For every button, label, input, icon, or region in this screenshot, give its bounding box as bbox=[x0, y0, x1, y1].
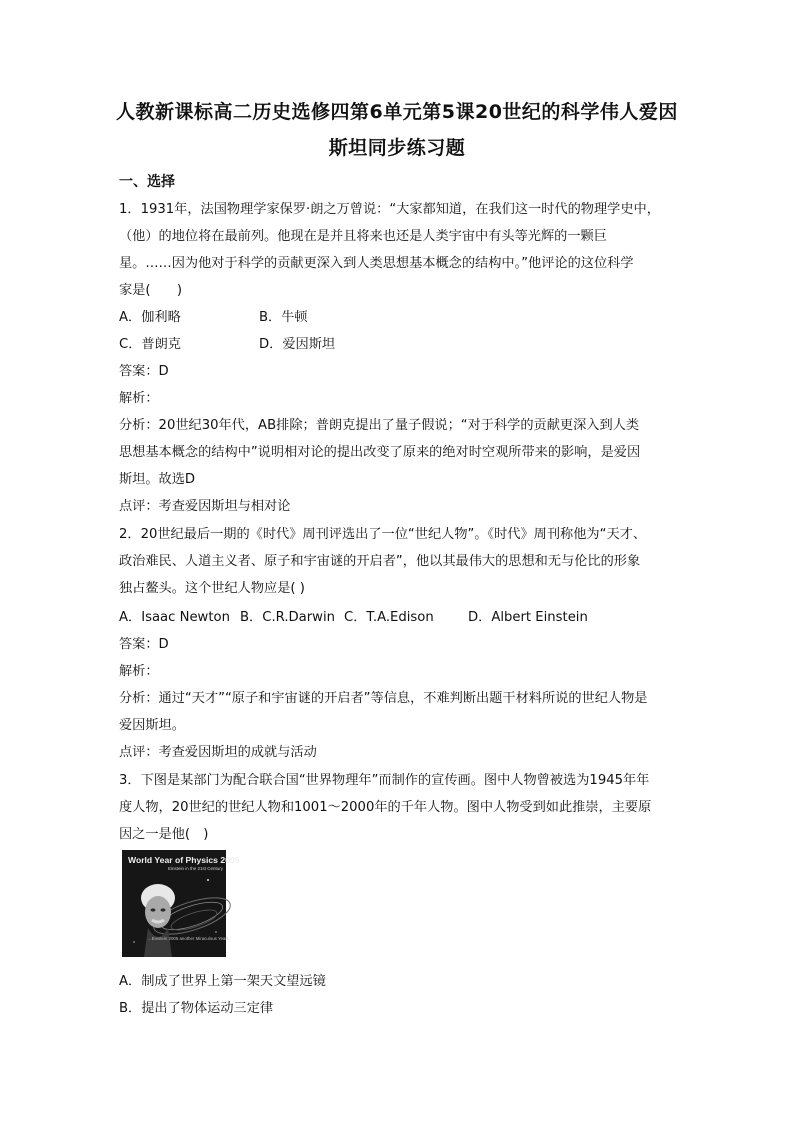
q3-line-1: 3．下图是某部门为配合联合国“世界物理年”而制作的宣传画。图中人物曾被选为1945年年 bbox=[119, 773, 650, 788]
q1-analysis-line-1: 分析：20世纪30年代，AB排除；普朗克提出了量子假说；“对于科学的贡献更深入到人类 bbox=[119, 418, 640, 433]
q2-option-c: C．T.A.Edison bbox=[344, 610, 434, 625]
q2-option-a: A．Isaac Newton bbox=[119, 610, 230, 625]
q1-option-c: C．普朗克 bbox=[119, 337, 181, 352]
q3-option-b: B．提出了物体运动三定律 bbox=[119, 1001, 274, 1016]
q2-analysis-label: 解析： bbox=[119, 664, 159, 679]
q2-line-3: 独占鳌头。这个世纪人物应是( ) bbox=[119, 581, 305, 596]
q1-answer: 答案：D bbox=[119, 364, 169, 379]
q1-comment: 点评：考查爱因斯坦与相对论 bbox=[119, 499, 291, 514]
poster-title: World Year of Physics 2005 bbox=[128, 855, 240, 865]
doc-title-line1: 人教新课标高二历史选修四第6单元第5课20世纪的科学伟人爱因 bbox=[116, 101, 678, 123]
q1-line-2: （他）的地位将在最前列。他现在是并且将来也还是人类宇宙中有头等光辉的一颗巨 bbox=[119, 229, 607, 244]
q3-line-3: 因之一是他( ) bbox=[119, 827, 209, 842]
q1-option-a: A．伽利略 bbox=[119, 310, 181, 325]
poster-bottom-text: ...Einstein 2005 another Miraculous Year! bbox=[148, 936, 229, 941]
q1-option-d: D．爱因斯坦 bbox=[259, 337, 336, 352]
q1-analysis-line-3: 斯坦。故选D bbox=[119, 472, 196, 487]
q2-analysis-line-1: 分析：通过“天才”“原子和宇宙谜的开启者”等信息，不难判断出题干材料所说的世纪人物是 bbox=[119, 691, 648, 706]
q1-analysis-line-2: 思想基本概念的结构中”说明相对论的提出改变了原来的绝对时空观所带来的影响，是爱因 bbox=[119, 445, 641, 460]
poster-subtitle: Einstein in the 21st Century bbox=[168, 866, 224, 871]
q3-option-a: A．制成了世界上第一架天文望远镜 bbox=[119, 974, 326, 989]
section-heading: 一、选择 bbox=[119, 174, 175, 190]
q3-line-2: 度人物，20世纪的世纪人物和1001～2000年的千年人物。图中人物受到如此推崇，主要原 bbox=[119, 800, 652, 815]
q2-analysis-line-2: 爱因斯坦。 bbox=[119, 718, 185, 733]
q2-option-d: D．Albert Einstein bbox=[468, 610, 588, 625]
q1-option-b: B．牛顿 bbox=[259, 310, 308, 325]
physics-year-poster-image bbox=[122, 850, 240, 957]
q2-comment: 点评：考查爱因斯坦的成就与活动 bbox=[119, 745, 317, 760]
q2-line-2: 政治难民、人道主义者、原子和宇宙谜的开启者”，他以其最伟大的思想和无与伦比的形象 bbox=[119, 554, 641, 569]
q1-analysis-label: 解析： bbox=[119, 391, 159, 406]
q2-answer: 答案：D bbox=[119, 637, 169, 652]
q1-line-3: 星。……因为他对于科学的贡献更深入到人类思想基本概念的结构中。”他评论的这位科学 bbox=[119, 256, 634, 271]
q1-line-1: 1．1931年，法国物理学家保罗·朗之万曾说：“大家都知道，在我们这一时代的物理学史中， bbox=[119, 202, 660, 217]
q1-line-4: 家是( ) bbox=[119, 283, 183, 298]
q2-line-1: 2．20世纪最后一期的《时代》周刊评选出了一位“世纪人物”。《时代》周刊称他为“天才、 bbox=[119, 527, 647, 542]
doc-title-line2: 斯坦同步练习题 bbox=[328, 137, 466, 159]
q2-option-b: B．C.R.Darwin bbox=[240, 610, 335, 625]
